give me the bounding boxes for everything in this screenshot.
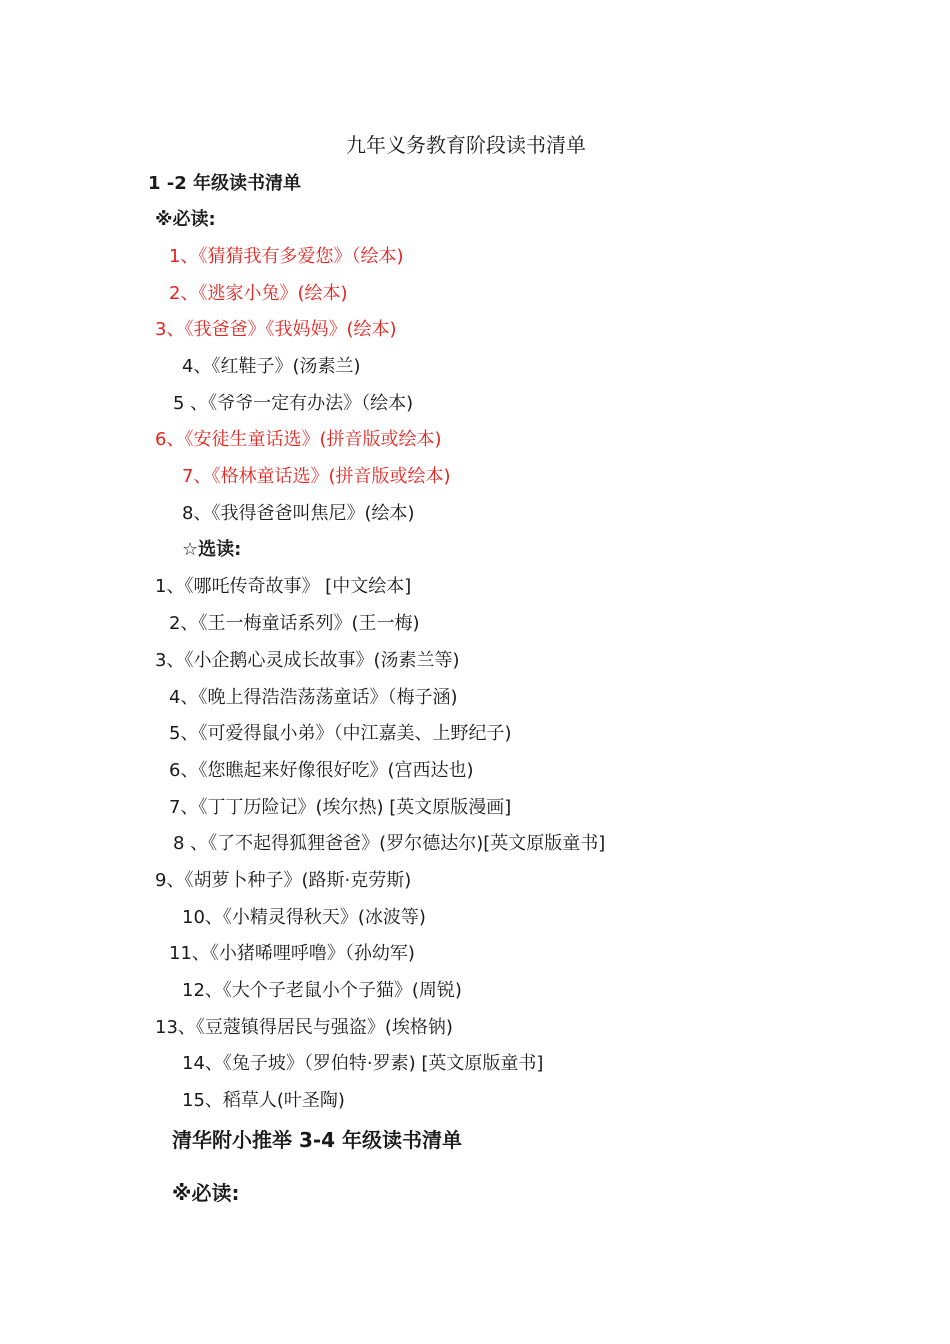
optional-item-8: 8 、《了不起得狐狸爸爸》(罗尔德达尔)[英文原版童书]	[173, 833, 606, 854]
required-item-6: 6、《安徒生童话选》(拼音版或绘本)	[155, 429, 442, 450]
required-item-2: 2、《逃家小兔》(绘本)	[169, 283, 348, 304]
optional-item-3: 3、《小企鹅心灵成长故事》(汤素兰等)	[155, 650, 460, 671]
optional-item-4: 4、《晚上得浩浩荡荡童话》（梅子涵)	[169, 687, 458, 708]
required-item-1: 1、《猜猜我有多爱您》（绘本)	[169, 246, 404, 267]
optional-item-1: 1、《哪吒传奇故事》 [中文绘本]	[155, 576, 412, 597]
optional-item-7: 7、《丁丁历险记》(埃尔热) [英文原版漫画]	[169, 797, 512, 818]
required-item-8: 8、《我得爸爸叫焦尼》(绘本)	[182, 503, 415, 524]
required-label: ※必读:	[155, 209, 216, 230]
required-item-7: 7、《格林童话选》(拼音版或绘本)	[182, 466, 451, 487]
optional-label: ☆选读:	[182, 539, 242, 560]
optional-item-13: 13、《豆蔻镇得居民与强盗》(埃格钠)	[155, 1017, 453, 1038]
required-item-3: 3、《我爸爸》《我妈妈》(绘本)	[155, 319, 397, 340]
page-title: 九年义务教育阶段读书清单	[346, 133, 586, 157]
section-heading-grade-1-2: 1 -2 年级读书清单	[148, 173, 302, 194]
optional-item-15: 15、稻草人(叶圣陶)	[182, 1090, 345, 1111]
optional-item-12: 12、《大个子老鼠小个子猫》(周锐)	[182, 980, 462, 1001]
optional-item-10: 10、《小精灵得秋天》(冰波等)	[182, 907, 426, 928]
required-label-grade-3-4: ※必读:	[172, 1181, 240, 1205]
section-heading-grade-3-4: 清华附小推举 3-4 年级读书清单	[172, 1128, 463, 1152]
optional-item-9: 9、《胡萝卜种子》(路斯·克劳斯)	[155, 870, 412, 891]
required-item-4: 4、《红鞋子》(汤素兰)	[182, 356, 361, 377]
optional-item-5: 5、《可爱得鼠小弟》（中江嘉美、上野纪子)	[169, 723, 512, 744]
optional-item-6: 6、《您瞧起来好像很好吃》(宫西达也)	[169, 760, 474, 781]
optional-item-11: 11、《小猪唏哩呼噜》（孙幼军)	[169, 943, 415, 964]
optional-item-2: 2、《王一梅童话系列》(王一梅)	[169, 613, 420, 634]
required-item-5: 5 、《爷爷一定有办法》（绘本)	[173, 393, 414, 414]
optional-item-14: 14、《兔子坡》（罗伯特·罗素) [英文原版童书]	[182, 1053, 544, 1074]
